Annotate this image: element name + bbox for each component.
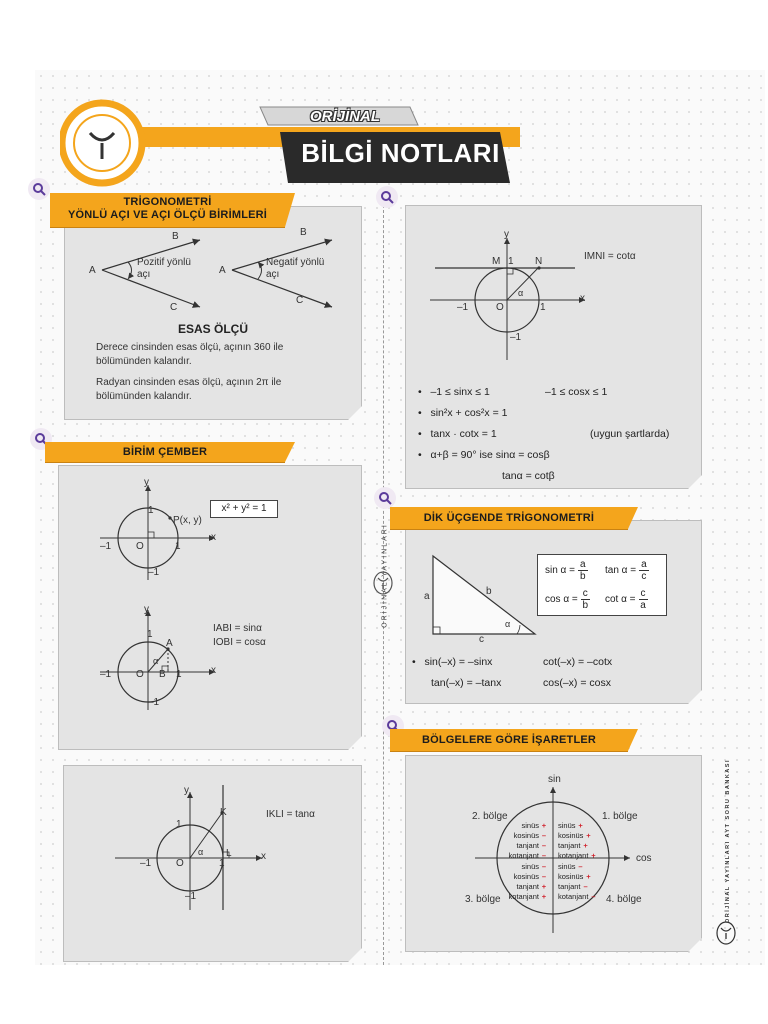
minus-sign: – [541,872,547,881]
tick-neg1-x: –1 [457,302,469,313]
quadrant-3-label: 3. bölge [465,894,501,905]
origin-label: O [496,302,504,313]
tick-neg1-x: –1 [100,541,112,552]
quadrant-graph [470,785,640,935]
tick-1-x: 1 [219,858,225,869]
y-axis-label: y [144,477,149,488]
tick-1-y: 1 [176,819,182,830]
bullet-pythagorean: • sin²x + cos²x = 1 [418,407,508,419]
function-name: tanjant [558,882,581,891]
tan-ratio [605,559,649,582]
sign-row-q2-tanjant [504,841,549,851]
banner-trigonometry [50,193,285,227]
cos-fraction [581,588,590,611]
minus-sign: – [583,882,588,891]
function-name: kotanjant [508,851,539,860]
plus-sign: + [578,821,583,830]
tick-1-x: 1 [540,302,546,313]
complementary-tan: tanα = cotβ [502,470,555,482]
cot-ratio [605,588,648,611]
tick-neg1-y: –1 [510,332,522,343]
circle-equation: x² + y² = 1 [221,503,267,514]
cos-axis-label: cos [636,853,652,864]
negative-angle-label: Negatif yönlü açı [266,257,325,280]
alpha-label: α [153,656,159,666]
banner-right-triangle [390,507,628,529]
function-name: kosinüs [558,872,584,881]
bullet-odd-even: • sin(–x) = –sinx [412,656,493,668]
sign-row-q2-sinus [504,821,549,831]
radian-principal-text: Radyan cinsinden esas ölçü, açının 2π ile bölümünden kalandır. [96,377,282,402]
ob-cos-formula: IOBI = cosα [213,637,266,648]
banner-tail [285,442,295,462]
quadrant-2-label: 2. bölge [472,811,508,822]
numerator: a [641,559,647,570]
sin-ratio [545,559,588,582]
point-b-label: B [159,669,166,680]
numerator: c [640,588,646,599]
sign-row-q4-sinus [558,862,586,872]
cos-negative: cos(–x) = cosx [543,677,611,689]
point-a-label: A [166,638,173,649]
sign-row-q1-tanjant [558,841,591,851]
origin-label: O [136,541,144,552]
tick-1-x: 1 [176,669,182,680]
cos-ratio [545,588,590,611]
function-name: sinüs [558,821,576,830]
bullet-tan-cot: • tanx · cotx = 1 [418,428,497,440]
sign-row-q3-kotanjant [504,892,549,902]
header-title-main: BİLGİ NOTLARI [301,138,500,168]
numerator: a [579,559,586,570]
center-brand-text: ORİJİNAL YAYINLARI [381,523,389,628]
point-p-label: P(x, y) [173,515,202,526]
tick-neg1-y: –1 [148,567,160,578]
point-k-label: K [220,807,227,818]
banner-line-1: TRİGONOMETRİ [123,196,212,208]
origin-label: O [136,669,144,680]
bullet-complementary: • α+β = 90° ise sinα = cosβ [418,449,550,461]
degree-principal-text: Derece cinsinden esas ölçü, açının 360 ile bölümünden kalandır. [96,342,284,367]
x-axis-label: x [580,293,585,304]
suitable-conditions: (uygun şartlarda) [590,428,670,440]
origin-label: O [176,858,184,869]
function-name: tanjant [516,882,539,891]
banner-line-2: YÖNLÜ AÇI VE AÇI ÖLÇÜ BİRİMLERİ [67,209,268,221]
sign-row-q3-tanjant [504,882,549,892]
minus-sign: – [578,862,583,871]
alpha-label: α [505,619,511,629]
sign-row-q1-kosinus [558,831,593,841]
quadrant-4-label: 4. bölge [606,894,642,905]
point-n-label: N [535,256,543,267]
label-b2: B [300,227,307,238]
function-name: sinüs [521,821,539,830]
header-title-top: ORİJİNAL [309,108,380,125]
tick-1-y: 1 [148,505,154,516]
positive-angle-label: Pozitif yönlü açı [137,257,191,280]
label-c1: C [170,302,178,313]
function-name: tanjant [558,841,581,850]
banner-tail [285,193,295,227]
plus-sign: + [541,882,547,891]
minus-sign: – [591,892,596,901]
plus-sign: + [541,892,547,901]
minus-sign: – [541,831,547,840]
search-icon [376,186,398,208]
label-c2: C [296,295,304,306]
y-axis-label: y [504,229,509,240]
banner-quadrant-signs [390,729,628,751]
tick-1-y: 1 [147,629,153,640]
function-name: kosinüs [513,831,539,840]
y-axis-label: y [144,604,149,615]
sign-row-q2-kotanjant [504,851,549,861]
sign-row-q1-sinus [558,821,586,831]
banner-text: BÖLGELERE GÖRE İŞARETLER [421,734,597,746]
tick-neg1-y: –1 [148,697,160,708]
banner-text: DİK ÜÇGENDE TRİGONOMETRİ [423,512,595,524]
alpha-label: α [198,847,204,857]
denominator: a [640,600,646,611]
x-axis-label: x [211,665,216,676]
plus-sign: + [583,841,588,850]
alpha-label: α [518,288,524,298]
sign-row-q4-kosinus [558,872,593,882]
point-l-label: L [226,848,232,859]
bullet-range: • –1 ≤ sinx ≤ 1 [418,386,490,398]
function-name: tanjant [516,841,539,850]
cot-fraction [639,588,648,611]
tick-neg1-x: –1 [140,858,152,869]
function-name: sinüs [521,862,539,871]
magnifier-badge [376,186,398,208]
minus-sign: – [541,841,547,850]
quadrant-1-label: 1. bölge [602,811,638,822]
side-c-label: c [479,634,484,645]
banner-text: BİRİM ÇEMBER [122,446,208,458]
kl-tan-formula: IKLI = tanα [266,809,315,820]
numerator: c [582,588,588,599]
label-a2: A [219,265,226,276]
cos-ratio-label: cos α = [545,594,578,605]
tick-1-y: 1 [508,256,514,267]
magnifier-badge [28,178,50,200]
banner-unit-circle [45,442,285,462]
brand-logo-icon [715,920,737,946]
cot-ratio-label: cot α = [605,594,636,605]
search-icon [28,178,50,200]
tan-negative: tan(–x) = –tanx [431,677,502,689]
denominator: b [582,600,589,611]
unit-circle-graph-1 [80,475,280,585]
side-a-label: a [424,591,430,602]
function-name: kotanjant [558,851,589,860]
right-triangle-figure [425,548,545,643]
brand-logo-icon [372,570,394,596]
function-name: sinüs [558,862,576,871]
minus-sign: – [541,851,547,860]
sign-row-q4-kotanjant [558,892,598,902]
point-m-label: M [492,256,501,267]
denominator: c [641,571,647,582]
plus-sign: + [541,821,547,830]
banner-tail [628,507,638,529]
mn-cot-formula: IMNI = cotα [584,251,636,262]
banner-tail [628,729,638,751]
side-b-label: b [486,586,492,597]
tan-ratio-label: tan α = [605,565,637,576]
ab-sin-formula: IABI = sinα [213,623,262,634]
sin-fraction [578,559,588,582]
minus-sign: – [541,862,547,871]
cot-negative: cot(–x) = –cotx [543,656,613,668]
function-name: kosinüs [513,872,539,881]
tick-neg1-x: –1 [100,669,112,680]
plus-sign: + [586,831,591,840]
denominator: b [579,571,586,582]
esas-olcu-heading: ESAS ÖLÇÜ [178,322,249,336]
sin-axis-label: sin [548,774,561,785]
tan-fraction [639,559,649,582]
label-a1: A [89,265,96,276]
tick-1-x: 1 [175,541,181,552]
function-name: kotanjant [558,892,589,901]
x-axis-label: x [211,532,216,543]
function-name: kosinüs [558,831,584,840]
sin-ratio-label: sin α = [545,565,575,576]
sign-row-q3-sinus [504,862,549,872]
circle-equation-box [210,500,278,518]
sign-row-q3-kosinus [504,872,549,882]
edge-brand-text: ORİJİNAL YAYINLARI AYT SORU BANKASI [725,759,731,923]
plus-sign: + [591,851,596,860]
x-axis-label: x [261,851,266,862]
y-axis-label: y [184,785,189,796]
sign-row-q4-tanjant [558,882,591,892]
plus-sign: + [586,872,591,881]
label-b1: B [172,231,179,242]
sign-row-q2-kosinus [504,831,549,841]
sign-row-q1-kotanjant [558,851,598,861]
function-name: kotanjant [508,892,539,901]
cos-range: –1 ≤ cosx ≤ 1 [545,386,608,398]
tick-neg1-y: –1 [185,891,197,902]
